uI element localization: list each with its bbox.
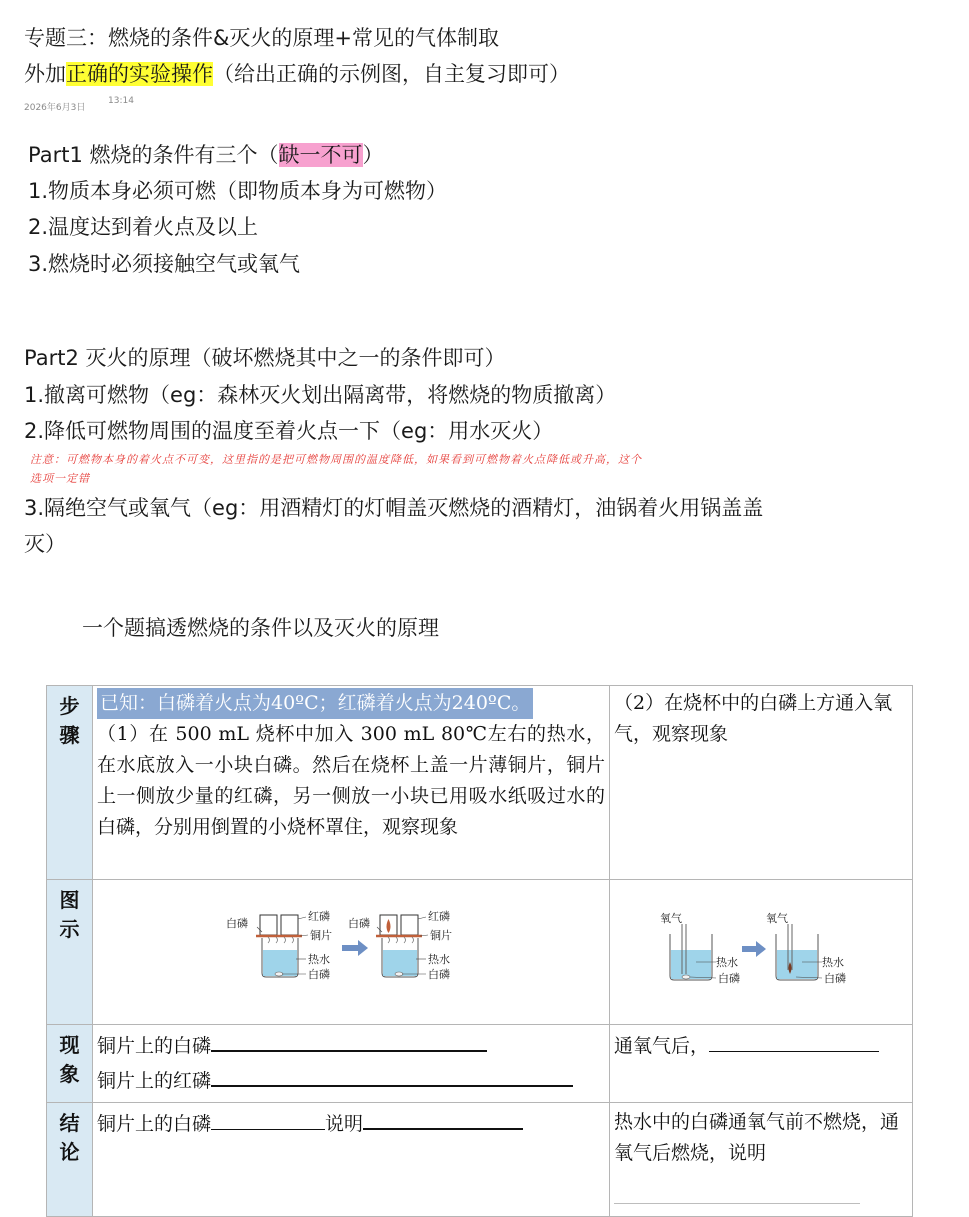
label-white-p-bottom: 白磷 <box>308 968 330 981</box>
arrow-icon-2 <box>742 941 766 957</box>
part1-heading-highlight: 缺一不可 <box>278 143 363 167</box>
handwritten-note-line1: 注意：可燃物本身的着火点不可变，这里指的是把可燃物周围的温度降低，如果看到可燃物着火点降低或升高，这个 <box>30 453 642 466</box>
part2-item-1: 1.撤离可燃物（eg：森林灭火划出隔离带，将燃烧的物质撤离） <box>24 383 617 407</box>
part2-item-2: 2.降低可燃物周围的温度至着火点一下（eg：用水灭火） <box>24 419 554 443</box>
part1-item-1: 1.物质本身必须可燃（即物质本身为可燃物） <box>28 179 448 203</box>
label-hot-water-o2: 热水 <box>716 955 738 969</box>
oxygen-experiment-diagram <box>656 910 866 995</box>
answer-blank[interactable] <box>709 1050 879 1052</box>
label-hot-water-2: 热水 <box>428 953 450 966</box>
table-row-conclusion <box>47 1103 913 1217</box>
title-suffix: （给出正确的示例图，自主复习即可） <box>213 62 570 86</box>
label-oxygen: 氧气 <box>660 911 682 925</box>
table-row-steps <box>47 686 913 880</box>
label-white-p: 白磷 <box>226 917 248 930</box>
label-hot-water: 热水 <box>308 953 330 966</box>
beaker-setup-1 <box>226 909 332 981</box>
part2-heading: Part2 灭火的原理（破坏燃烧其中之一的条件即可） <box>24 346 506 370</box>
handwritten-note-line2: 选项一定错 <box>30 472 90 485</box>
label-copper-2: 铜片 <box>430 929 452 942</box>
answer-blank[interactable] <box>363 1127 523 1130</box>
page-title-line1: 专题三：燃烧的条件&灭火的原理+常见的气体制取 <box>24 26 499 50</box>
arrow-icon <box>342 940 368 956</box>
step1-text: （1）在 500 mL 烧杯中加入 300 mL 80℃左右的热水，在水底放入一小块白磷。然后在烧杯上盖一片薄铜片，铜片上一侧放少量的红磷，另一侧放一小块已用吸水纸吸过水的白磷，分别用倒置的小烧杯罩住，观察现象 <box>97 723 605 838</box>
label-red-p-2: 红磷 <box>428 910 450 923</box>
answer-blank[interactable] <box>211 1128 325 1130</box>
row-header-figure: 图示 <box>47 880 93 1025</box>
phenomenon-col2: 通氧气后， <box>610 1025 913 1103</box>
phenomenon-col1 <box>93 1025 610 1103</box>
conclusion-col2: 热水中的白磷通氧气前不燃烧，通氧气后燃烧，说明 <box>610 1103 913 1217</box>
section-title: 一个题搞透燃烧的条件以及灭火的原理 <box>82 616 439 640</box>
note-time: 13:14 <box>108 96 134 106</box>
label-white-p-2: 白磷 <box>348 917 370 930</box>
row-header-conclusion: 结论 <box>47 1103 93 1217</box>
beaker-oxygen-2 <box>766 911 846 985</box>
label-white-p-o2: 白磷 <box>718 971 740 985</box>
part1-heading <box>28 140 384 170</box>
figure-col1 <box>93 880 610 1025</box>
title-prefix: 外加 <box>24 62 66 86</box>
answer-blank[interactable] <box>211 1049 487 1052</box>
label-copper: 铜片 <box>310 929 332 942</box>
copper-plate-experiment-diagram <box>226 907 476 997</box>
given-info: 已知：白磷着火点为40ºC；红磷着火点为240ºC。 <box>97 688 533 719</box>
beaker-oxygen-1 <box>660 911 740 985</box>
steps-col1 <box>93 686 610 880</box>
figure-col2 <box>610 880 913 1025</box>
page-title-line2 <box>24 59 570 89</box>
part1-item-2: 2.温度达到着火点及以上 <box>28 215 259 239</box>
answer-blank[interactable] <box>614 1202 860 1204</box>
answer-blank[interactable] <box>211 1084 573 1087</box>
part1-heading-prefix: Part1 燃烧的条件有三个（ <box>28 143 279 167</box>
label-oxygen-2: 氧气 <box>766 911 788 925</box>
conclusion-col1: 铜片上的白磷 说明 <box>93 1103 610 1217</box>
steps-col2 <box>610 686 913 880</box>
part2-item-3-line1: 3.隔绝空气或氧气（eg：用酒精灯的灯帽盖灭燃烧的酒精灯，油锅着火用锅盖盖 <box>24 496 764 520</box>
part1-heading-suffix: ） <box>362 143 384 167</box>
label-white-p-bottom-2: 白磷 <box>428 968 450 981</box>
table-row-figure <box>47 880 913 1025</box>
title-highlight: 正确的实验操作 <box>66 62 213 86</box>
phenomenon-red-p-line: 铜片上的红磷 <box>97 1066 605 1097</box>
note-date: 2026年6月3日 <box>24 103 86 113</box>
label-hot-water-o2-2: 热水 <box>822 955 844 969</box>
table-row-phenomenon <box>47 1025 913 1103</box>
row-header-phenomenon: 现象 <box>47 1025 93 1103</box>
label-white-p-o2-2: 白磷 <box>824 971 846 985</box>
step2-text: （2）在烧杯中的白磷上方通入氧气，观察现象 <box>614 692 893 745</box>
row-header-steps: 步骤 <box>47 686 93 880</box>
phenomenon-white-p-line: 铜片上的白磷 <box>97 1031 605 1062</box>
part1-item-3: 3.燃烧时必须接触空气或氧气 <box>28 252 301 276</box>
part2-item-3-line2: 灭） <box>24 532 66 556</box>
experiment-table <box>46 685 913 1217</box>
label-red-p: 红磷 <box>308 910 330 923</box>
